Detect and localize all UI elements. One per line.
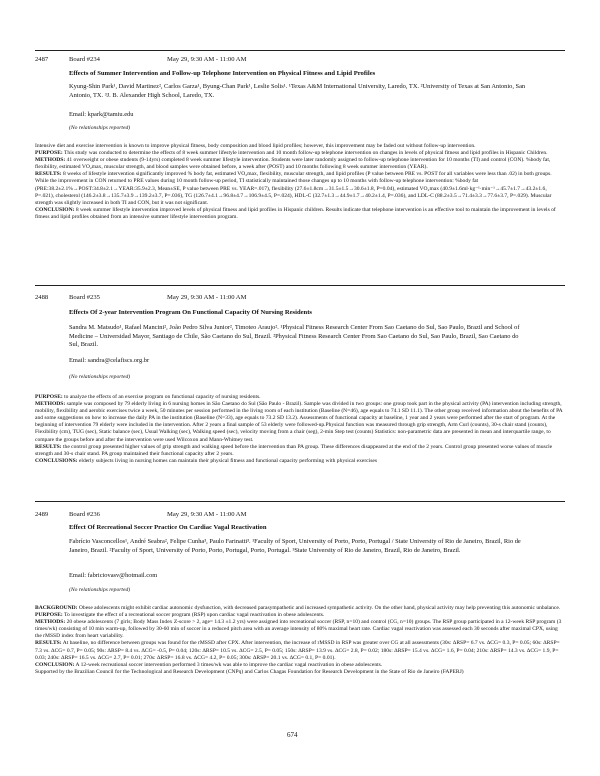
board-number: Board #236: [69, 511, 100, 518]
abstract-authors: Sandra M. Matsudo¹, Rafael Mancini², João Pedro Silva Junior², Timoteo Araujo². ¹Physical Fitness Research Center From Sao Caetano do Sul, Sao Paulo, Brazil and School of Medicine – Universidad Mayor, Santiago de Chile, São Caetano do Sul, Brazil. ²Physical Fitness Research Center From Sao Caetano do Sul, Sao Paulo, Brazil, Sao Caetano do Sul, Brazil.: [69, 324, 520, 349]
abstract-number: 2487: [35, 56, 49, 63]
results-label: RESULTS:: [35, 443, 62, 450]
results-label: RESULTS:: [35, 640, 62, 647]
abstract-body: [35, 394, 565, 465]
methods-text: sample was composed by 79 elderly living in 6 nursing homes in São Caetano do Sul (São Paulo - Brazil). Sample was divided in two groups: one group took part in the physical activity (PA) intervention including strength, mobility, flexibility and aerobic exercises twice a week, 50 minutes per session performed in the living room of each institution (Baseline (N=46), age equals to 74.1 SD 11.1). The other group received information about the benefits of PA and some suggestions on how to increase the daily PA in the institution (Baseline (N=33), age equals to 73.2 SD 13.2). Assessments of functional capacity at baseline, 1 year and 2 years were performed after the start of program. At the beginning of intervention 79 elderly were included in the intervention. After 2 years a final sample of 53 elderly were followed-up.Physical function was measured through grip strength, Arm Curl (counts), 30-s chair stand (counts), Flexibility (cm), TUG (sec), Static balance (sec), Usual Walking (sec), Walking speed (sec), velocity moving from a chair (seg), 2-min Step test (counts) Statistics: non-parametric data are presented in mean and interquartile range, to compare the groups before and after the intervention were used Wilcoxon and Mann-Whitney test.: [35, 401, 563, 443]
purpose-label: PURPOSE:: [35, 612, 63, 619]
conclusion-text: 8 week summer lifestyle intervention improved levels of physical fitness and lipid profiles in Hispanic children. Results indicate that telephone intervention is an effective tool to maintain the improvement in levels of fitness and lipid profiles obtained from an intensive summer lifestyle intervention program.: [35, 206, 556, 220]
top-rule: [35, 50, 565, 51]
funding-text: Supported by the Brazilian Council for the Technological and Research Development (CNPq) and Carlos Chagas Foundation for Research Development in the State of Rio de Janeiro (FAPERJ): [35, 668, 464, 675]
purpose-text: This study was conducted to determine the effects of 8 week summer lifestyle intervention and 10 month follow-up telephone intervention on changes in levels of physical fitness and lipid profiles in Hispanic Children.: [64, 150, 548, 157]
disclosure-note: (No relationships reported): [69, 125, 131, 131]
disclosure-note: (No relationships reported): [69, 587, 131, 593]
purpose-text: To investigate the effect of a recreational soccer program (RSP) upon cardiac vagal reactivation in obese adolescents.: [64, 612, 325, 619]
session-time: May 29, 9:30 AM - 11:00 AM: [167, 294, 247, 301]
results-label: RESULTS:: [35, 171, 62, 178]
session-time: May 29, 9:30 AM - 11:00 AM: [167, 511, 247, 518]
abstract-header: [35, 56, 565, 64]
methods-label: METHODS:: [35, 401, 66, 408]
abstract-title: Effects Of 2-year Intervention Program On Functional Capacity Of Nursing Residents: [69, 309, 312, 316]
abstract-body: [35, 143, 565, 221]
methods-text: 20 obese adolescents (7 girls; Body Mass Index Z-score > 2, age= 14.3 ±1.2 yrs) were assigned into recreational soccer (RSP, n=10) and control (CG, n=10) groups. The RSP group participated in a 12-week RSP program (3 times/wk) consisting of 10 min warm-up, followed by 30-60 min of soccer in a reduced pitch area with an average intensity of 80% maximal heart rate. Cardiac vagal reactivation was assessed each 30 seconds after maximal CPX, using the rMSSD index from heart variability.: [35, 619, 562, 640]
board-number: Board #234: [69, 56, 100, 63]
author-email: Email: fabriciovasv@hotmail.com: [69, 572, 158, 579]
abstract-title: Effect Of Recreational Soccer Practice On Cardiac Vagal Reactivation: [69, 524, 267, 531]
purpose-label: PURPOSE:: [35, 150, 63, 157]
methods-text: 41 overweight or obese students (9-14yrs) completed 8 week summer lifestyle intervention. Students were later randomly assigned to follow-up telephone intervention for 10 months (TI) and control (CON). %body fat, flexibility, estimated VO₂max, muscular strength, and blood samples were obtained before, a week after (POST) and 10 months following 8 week summer intervention (YEAR).: [35, 157, 551, 171]
abstract-header: [35, 511, 565, 519]
conclusion-label: CONCLUSION:: [35, 661, 75, 668]
section-divider: [35, 285, 565, 286]
results-text: the control group presented higher values of grip strength and walking speed before the intervention than PA group. These differences disappeared at the end of the 2 years. Control group presented worse values of muscle strength and 30-s chair stand. PA group maintained their functional capacity after 2 years.: [35, 443, 553, 457]
section-divider: [35, 501, 565, 502]
results-text: At baseline, no difference between groups was found for the rMSSD after CPX. After intervention, the increase of rMSSD in RSP was greater over CG at all assessments (30s: ΔRSP= 6.7 vs. ΔCG= 0.3, P= 0.05; 60s: ΔRSP= 7.3 vs. ΔCG= 0.7, P= 0.05; 90s: ΔRSP= 8.4 vs. ΔCG= -0.5, P= 0.04; 120s: ΔRSP= 10.5 vs. ΔCG= 2.5, P= 0.05; 150s: ΔRSP= 13.9 vs. ΔCG= 2.8, P= 0.02; 180s: ΔRSP= 15.4 vs. ΔCG= 1.6, P= 0.04; 210s: ΔRSP= 14.3 vs. ΔCG= 1.9, P= 0.03; 240s: ΔRSP= 16.5 vs. ΔCG= 2.7, P= 0.01; 270s: ΔRSP= 16.8 vs. ΔCG= 4.2, P= 0.05; 300s: ΔRSP= 20.1 vs. ΔCG= 0.1, P= 0.01).: [35, 640, 560, 661]
author-email: Email: sandra@celafiscs.org.br: [69, 357, 150, 364]
disclosure-note: (No relationships reported): [69, 374, 131, 380]
purpose-label: PURPOSE:: [35, 394, 63, 400]
conclusion-text: elderly subjects living in nursing homes can maintain their physical fitness and functional capacity performing with physical exercises: [78, 457, 378, 464]
conclusion-label: CONCLUSION:: [35, 206, 75, 213]
methods-label: METHODS:: [35, 619, 66, 626]
results-text: 8 weeks of lifestyle intervention significantly improved % body fat, estimated VO₂max, flexibility, muscular strength, and lipid profiles (P value between PRE vs. POST for all variables were less than .02) in both groups. While the improvement in CON returned to PRE values during 10 month follow-up period, TI statistically maintained those changes up to 10 months with follow-up telephone intervention: %body fat (PRE:38.2±2.1%→POST:34.8±2.1→YEAR:35.9±2.3, Mean±SE, P value between PRE vs. YEAR=.017), flexibility (27.6±1.8cm→31.5±1.5→30.6±1.8, P=0.04), estimated VO₂max (40.9±1.6ml·kg⁻¹·min⁻¹→45.7±1.7→43.2±1.6, P=.021), cholesterol (146.2±3.8→135.7±3.9→139.2±3.7, P=.036), TG (126.7±4.1→96.8±4.7→106.9±4.5, P=.024), HDL-C (32.7±1.3→44.9±1.7→40.2±1.4, P=.036), and LDL-C (88.2±3.5→71.4±3.3→77.6±3.7, P=.029). Muscular strength was slightly increased in both TI and CON, but it was not significant.: [35, 171, 552, 206]
abstract-title: Effects of Summer Intervention and Follow-up Telephone Intervention on Physical Fitness and Lipid Profiles: [69, 70, 376, 77]
methods-label: METHODS:: [35, 157, 66, 164]
abstract-number: 2489: [35, 511, 49, 518]
intro-text: Intensive diet and exercise intervention is known to improve physical fitness, body composition and blood lipid profiles; however, this improvement may be faded out without follow-up intervention.: [35, 143, 476, 149]
abstract-number: 2488: [35, 294, 49, 301]
board-number: Board #235: [69, 294, 100, 301]
author-email: Email: kpark@tamiu.edu: [69, 111, 134, 118]
abstract-authors: Kyung-Shin Park¹, David Martinez², Carlos Garza¹, Byung-Chan Park¹, Leslie Solis¹. ¹Texas A&M International University, Laredo, TX. ²University of Texas at San Antonio, San Antonio, TX. ³J. B. Alexander High School, Laredo, TX.: [69, 83, 526, 99]
purpose-text: to analyze the effects of an exercise program on functional capacity of nursing residents.: [64, 394, 261, 400]
abstract-authors: Fabrício Vasconcellos¹, André Seabra², Felipe Cunha³, Paulo Farinatti³. ¹Faculty of Sport, University of Porto, Porto, Portugal / State University of Rio de Janeiro, Brazil, Rio de Janeiro, Brazil. ²Faculty of Sport, University of Porto, Porto, Portugal, Porto, Portugal. ³State University of Rio de Janeiro, Brazil, Rio de Janeiro, Brazil.: [69, 538, 521, 554]
abstract-header: [35, 294, 565, 302]
background-text: Obese adolescents might exhibit cardiac autonomic dysfunction, with decreased parasympathetic and increased sympathetic activity. On the other hand, physical activity may help preventing this autonomic unbalance.: [78, 605, 561, 611]
session-time: May 29, 9:30 AM - 11:00 AM: [167, 56, 247, 63]
conclusion-label: CONCLUSIONS:: [35, 457, 78, 464]
conclusion-text: A 12-week recreational soccer intervention performed 3 times/wk was able to improve the cardiac vagal reactivation in obese adolescents.: [75, 661, 383, 668]
abstract-body: [35, 605, 565, 676]
page-number: 674: [287, 731, 298, 739]
background-label: BACKGROUND:: [35, 605, 78, 611]
